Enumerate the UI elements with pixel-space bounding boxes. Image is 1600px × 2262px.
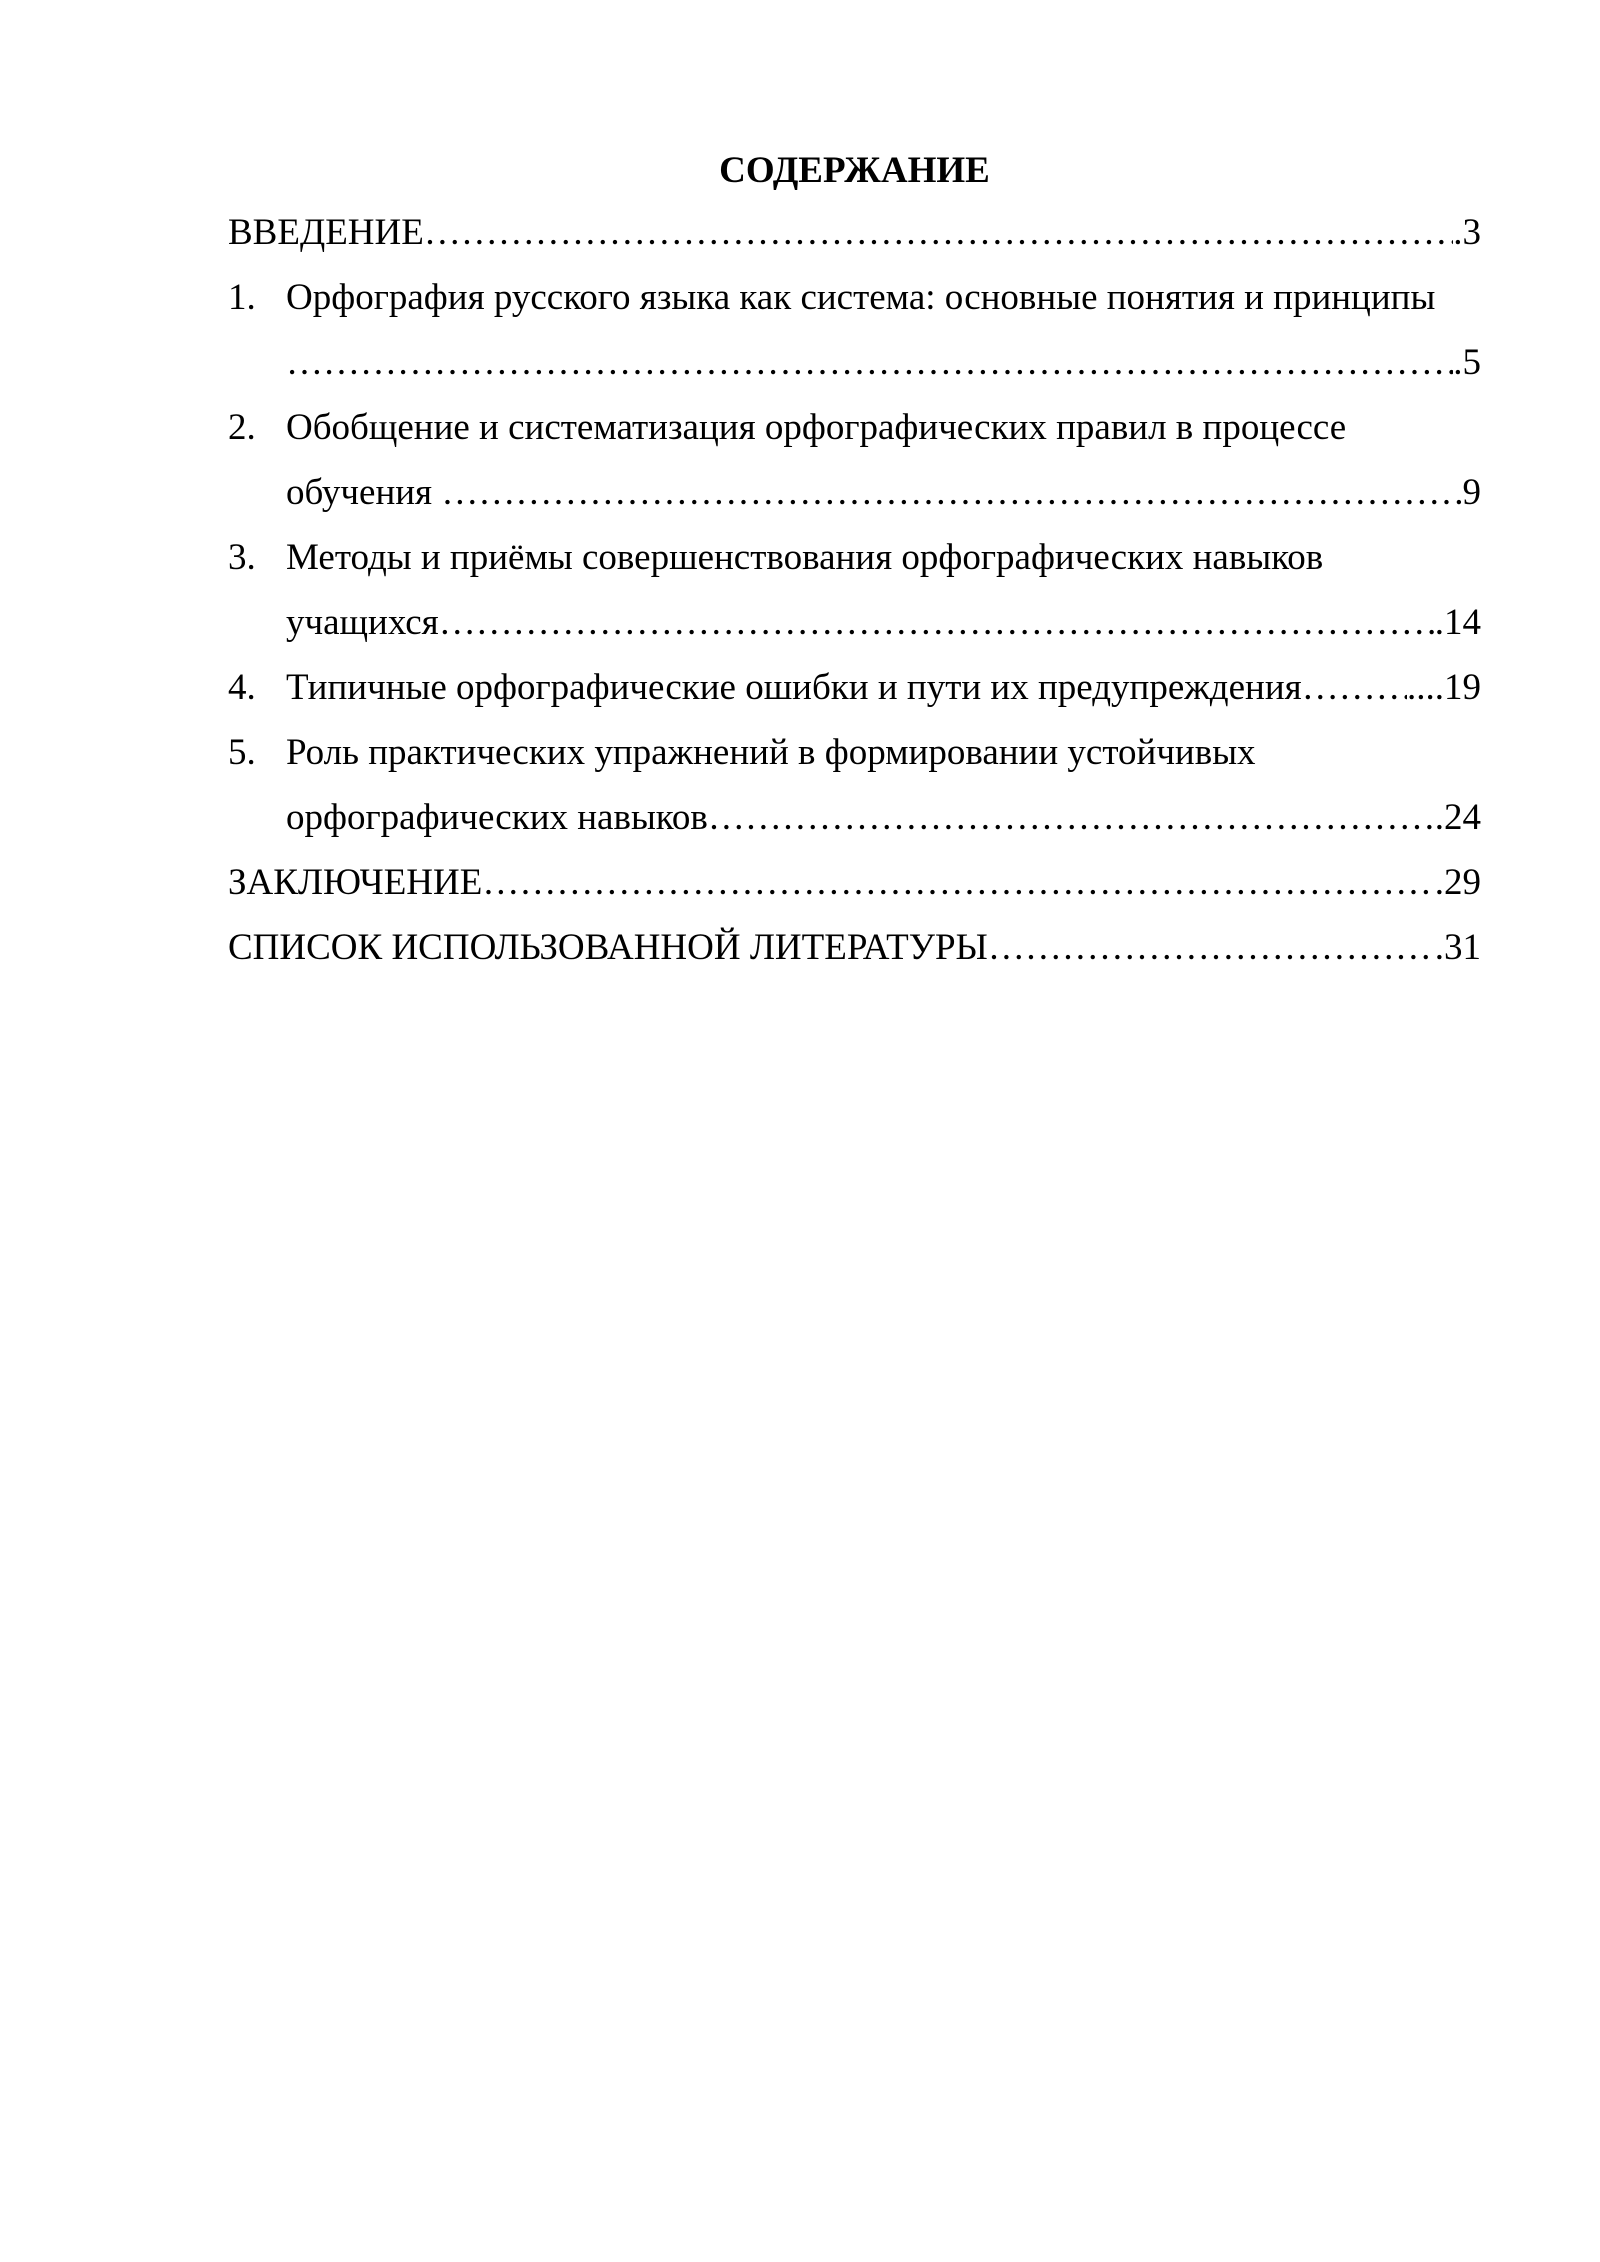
toc-page-number: .5	[1453, 342, 1481, 383]
chapter-number: 4.	[228, 667, 256, 708]
chapter-number: 1.	[228, 277, 256, 318]
toc-entry-conclusion	[228, 850, 1481, 915]
toc-entry-chapter-4	[228, 655, 1481, 720]
toc-entry-chapter-2-cont	[228, 460, 1481, 525]
toc-entry-chapter-5-cont	[228, 785, 1481, 850]
chapter-number: 3.	[228, 537, 256, 578]
chapter-title: Орфография русского языка как система: основные понятия и принципы	[286, 277, 1436, 318]
dot-leader	[482, 850, 1434, 915]
toc-entry-label: ЗАКЛЮЧЕНИЕ	[228, 862, 483, 903]
chapter-title-continued: учащихся	[286, 602, 439, 643]
dot-leader	[441, 460, 1462, 525]
toc-entry-chapter-1	[228, 265, 1481, 330]
toc-page-number: .3	[1453, 212, 1481, 253]
toc-page-number: .24	[1434, 797, 1481, 838]
dot-leader	[1302, 655, 1407, 720]
toc-entry-label: ВВЕДЕНИЕ	[228, 212, 424, 253]
toc-entry-chapter-1-leader	[228, 330, 1481, 395]
chapter-title: Типичные орфографические ошибки и пути их предупреждения	[286, 667, 1302, 708]
chapter-title-continued: орфографических навыков	[286, 797, 708, 838]
chapter-title: Роль практических упражнений в формировании устойчивых	[286, 732, 1256, 773]
chapter-title-continued: обучения	[286, 472, 442, 513]
toc-entry-chapter-3-cont	[228, 590, 1481, 655]
toc-entry-chapter-3	[228, 525, 1481, 590]
chapter-title: Методы и приёмы совершенствования орфографических навыков	[286, 537, 1324, 578]
toc-page-number: .31	[1434, 927, 1481, 968]
chapter-number: 2.	[228, 407, 256, 448]
toc-entry-chapter-2	[228, 395, 1481, 460]
toc-entry-references	[228, 915, 1481, 980]
toc-page-number: ....19	[1407, 667, 1481, 708]
dot-leader	[439, 590, 1435, 655]
toc-entry-intro	[228, 200, 1481, 265]
toc-page-number: .14	[1434, 602, 1481, 643]
toc-page-number: .29	[1434, 862, 1481, 903]
dot-leader	[988, 915, 1435, 980]
toc-page-number: 9	[1462, 472, 1481, 513]
dot-leader	[424, 200, 1453, 265]
chapter-title: Обобщение и систематизация орфографических правил в процессе	[286, 407, 1347, 448]
dot-leader	[286, 330, 1453, 395]
toc-entry-chapter-5	[228, 720, 1481, 785]
chapter-number: 5.	[228, 732, 256, 773]
dot-leader	[708, 785, 1435, 850]
toc-title: СОДЕРЖАНИЕ	[719, 150, 990, 191]
toc-entry-label: СПИСОК ИСПОЛЬЗОВАННОЙ ЛИТЕРАТУРЫ	[228, 927, 988, 968]
table-of-contents	[228, 140, 1481, 980]
